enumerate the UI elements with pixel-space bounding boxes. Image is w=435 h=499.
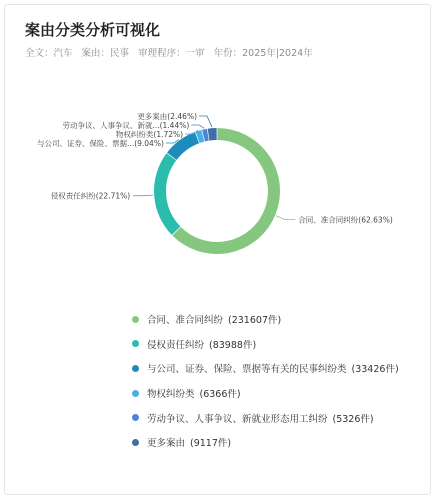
slice-label: 劳动争议、人事争议、新就...(1.44%) xyxy=(62,121,190,130)
legend-swatch xyxy=(132,414,139,421)
donut-slice[interactable] xyxy=(172,138,197,157)
filter-procedure: 审理程序：一审 xyxy=(138,48,205,59)
legend-item[interactable] xyxy=(132,332,399,357)
legend-item[interactable] xyxy=(132,381,399,406)
legend-count: (33426件) xyxy=(351,364,399,376)
legend-label: 更多案由 xyxy=(147,438,186,450)
legend-item[interactable] xyxy=(132,430,399,455)
legend-count: (231607件) xyxy=(228,315,282,327)
slice-label: 侵权责任纠纷(22.71%) xyxy=(50,191,131,201)
legend-swatch xyxy=(132,390,139,397)
legend-count: (5326件) xyxy=(332,413,374,425)
donut-slice[interactable] xyxy=(209,134,217,135)
legend-swatch xyxy=(132,365,139,372)
legend-label: 与公司、证券、保险、票据等有关的民事纠纷类 xyxy=(147,364,347,376)
legend-item[interactable] xyxy=(132,356,399,381)
filter-year: 年份：2025年|2024年 xyxy=(213,48,313,59)
leader-line xyxy=(276,216,295,220)
legend-label: 劳动争议、人事争议、新就业形态用工纠纷 xyxy=(147,413,328,425)
leader-line xyxy=(133,195,153,196)
legend-count: (83988件) xyxy=(209,339,257,351)
legend-label: 侵权责任纠纷 xyxy=(147,339,205,351)
filter-fulltext: 全文：汽车 xyxy=(25,48,73,59)
legend-item[interactable] xyxy=(132,307,399,332)
legend-swatch xyxy=(132,316,139,323)
donut-slice[interactable] xyxy=(198,136,203,138)
legend-count: (6366件) xyxy=(199,389,241,401)
donut-slice[interactable] xyxy=(160,157,176,231)
page-title: 案由分类分析可视化 xyxy=(25,21,161,39)
slice-label: 合同、准合同纠纷(62.63%) xyxy=(298,215,393,225)
slice-label: 物权纠纷类(1.72%) xyxy=(115,130,184,139)
leader-line xyxy=(191,125,204,128)
slice-label: 更多案由(2.46%) xyxy=(137,112,197,121)
legend-label: 合同、准合同纠纷 xyxy=(147,315,224,327)
legend-swatch xyxy=(132,439,139,446)
legend-label: 物权纠纷类 xyxy=(147,389,195,401)
donut-slice[interactable] xyxy=(203,135,207,136)
slice-label: 与公司、证券、保险、票据...(9.04%) xyxy=(37,139,164,148)
legend-count: (9117件) xyxy=(190,438,232,450)
chart-legend xyxy=(132,307,399,455)
leader-line xyxy=(199,116,212,127)
legend-item[interactable] xyxy=(132,405,399,430)
filter-case-cause: 案由：民事 xyxy=(81,48,130,59)
legend-swatch xyxy=(132,340,139,347)
donut-slice[interactable] xyxy=(177,134,274,248)
